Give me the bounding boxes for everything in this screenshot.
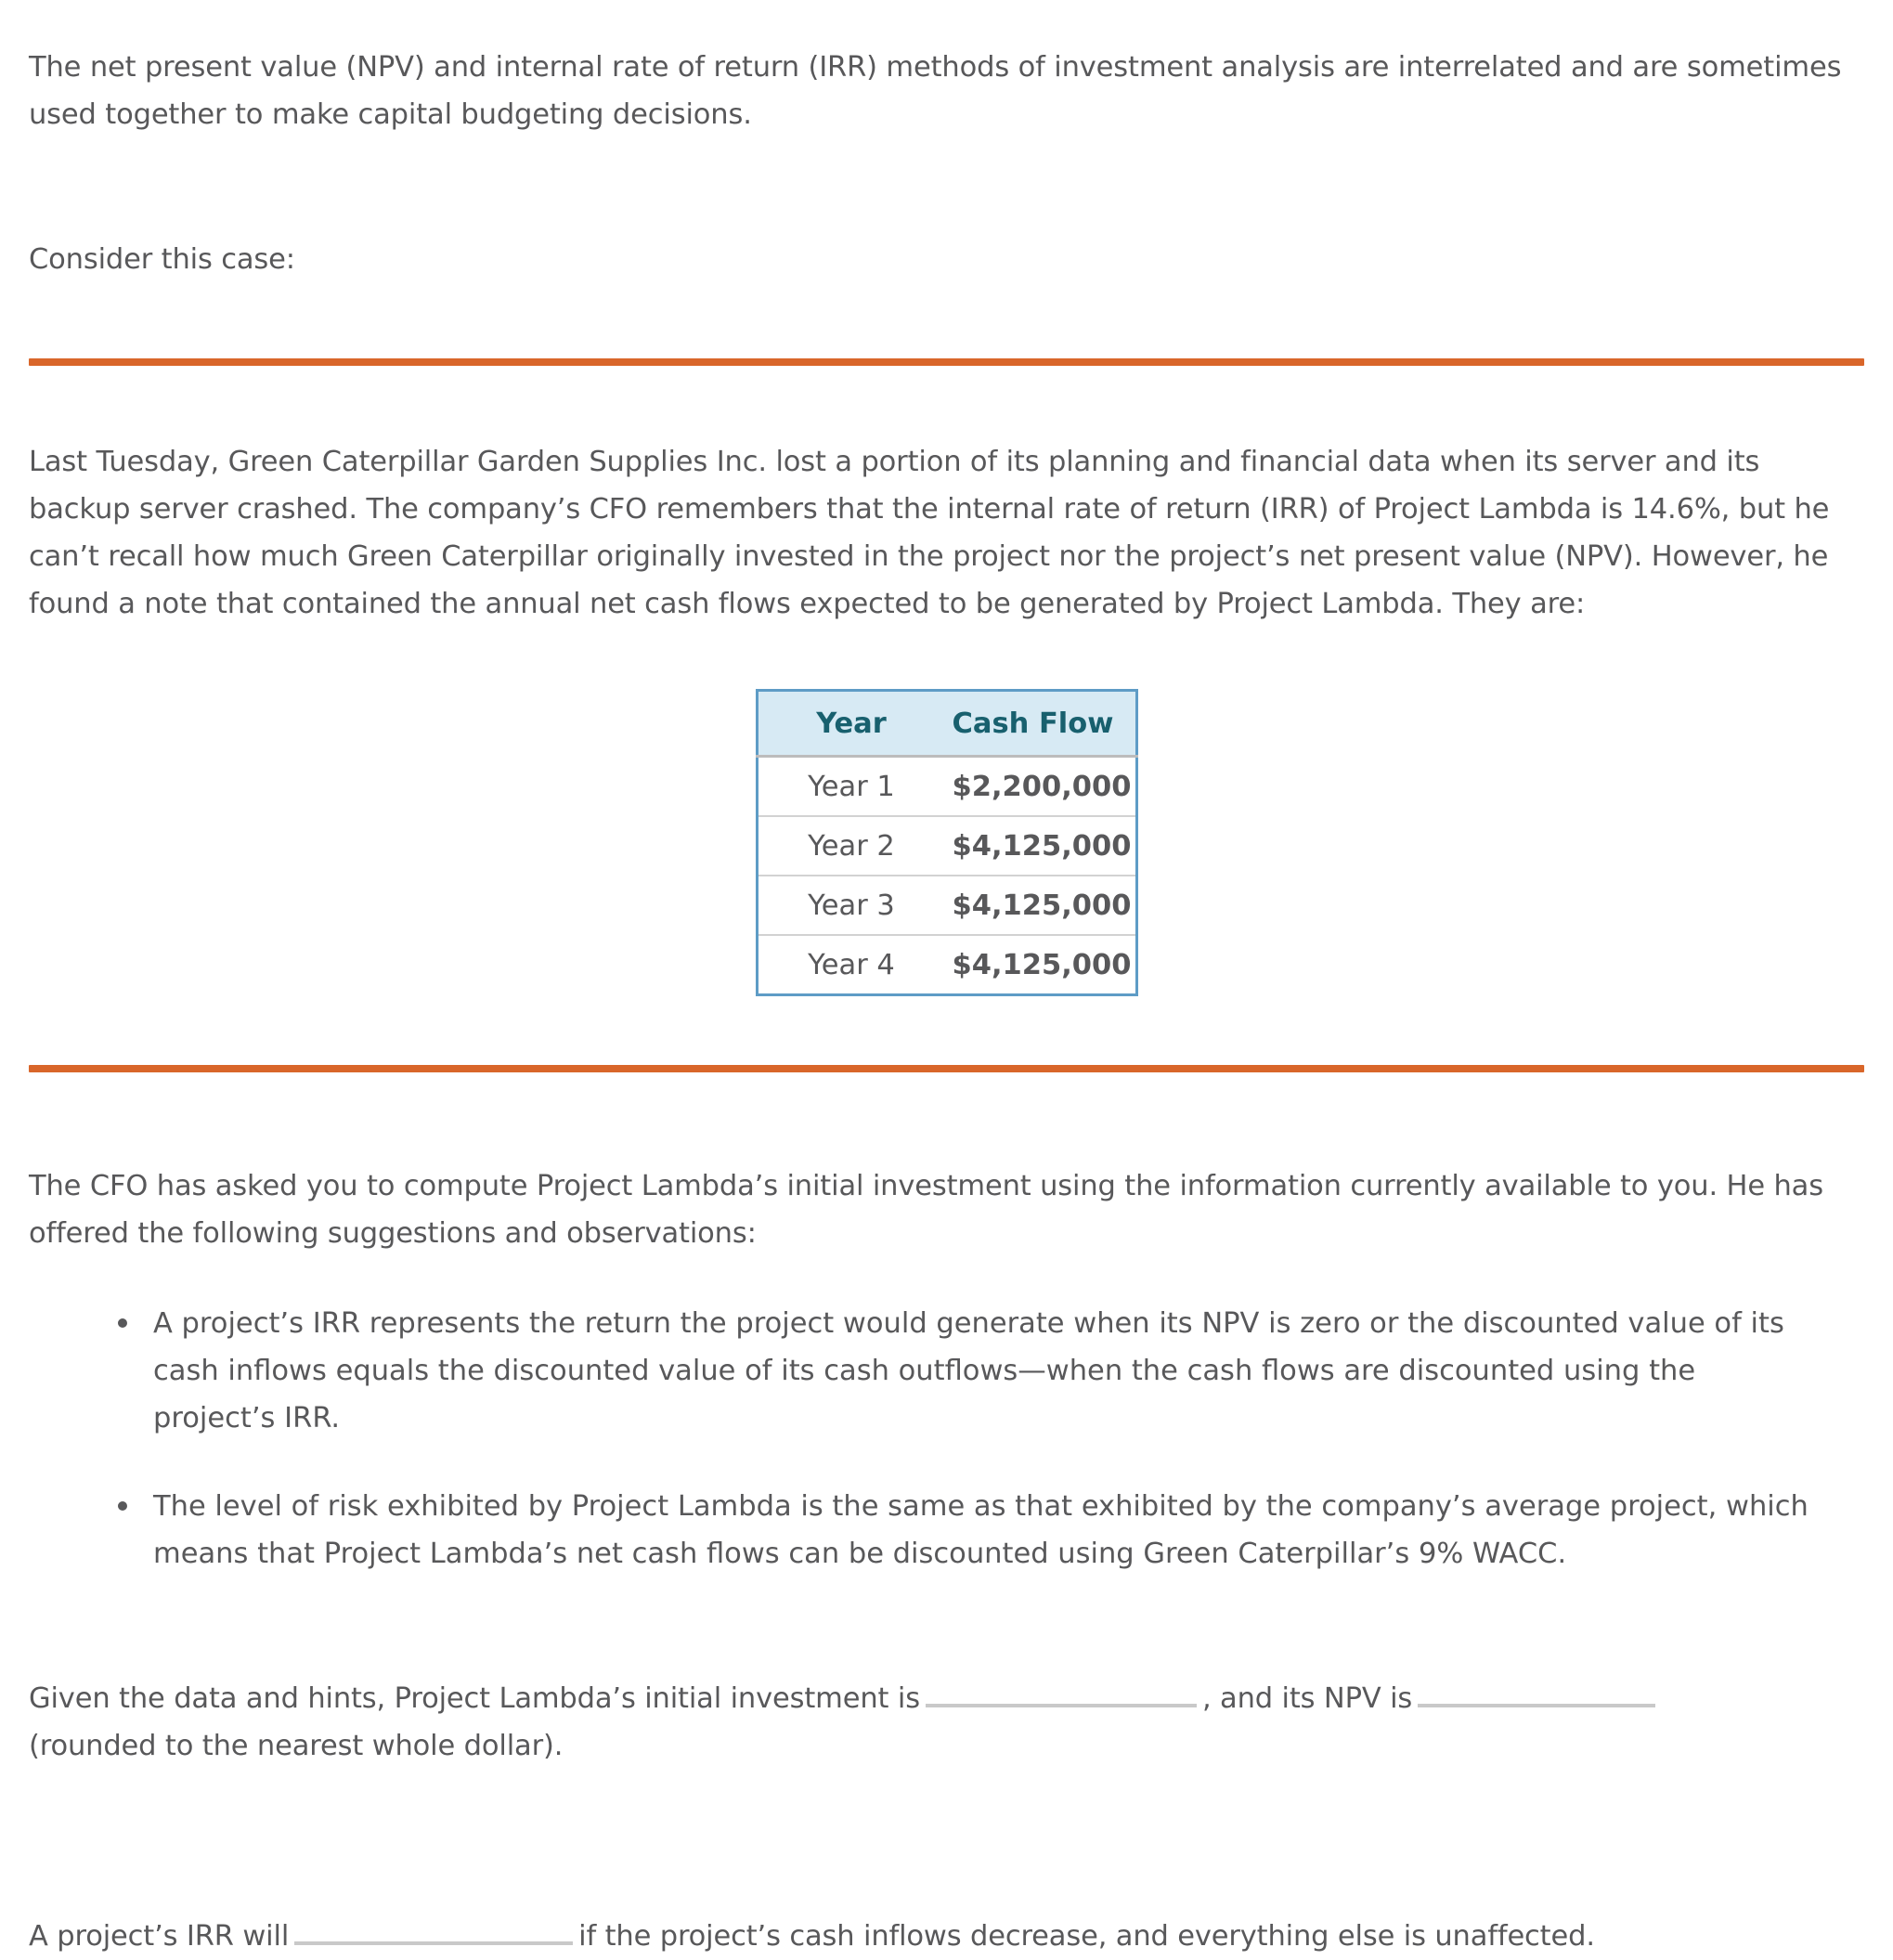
- answer-suffix-text: (rounded to the nearest whole dollar).: [29, 1730, 564, 1762]
- cash-flow-table-container: [29, 655, 1864, 996]
- answer-prefix-text: Given the data and hints, Project Lambda’s initial investment is: [29, 1682, 920, 1715]
- cell-year: Year 1: [757, 757, 938, 817]
- intro-paragraph: The net present value (NPV) and internal rate of return (IRR) methods of investment analysis are interrelated and are sometimes used together to make capital budgeting decisions.: [29, 50, 1842, 131]
- cell-cash-flow: $2,200,000: [938, 757, 1137, 817]
- answer-paragraph-initial-investment: [29, 1605, 1862, 1770]
- section-divider-bottom: [29, 1065, 1864, 1072]
- section-divider-top: [29, 358, 1864, 366]
- hint-text: The level of risk exhibited by Project Lambda is the same as that exhibited by the company’s average project, which means that Project Lambda’s net cash flows can be discounted using Green Caterpillar’s 9% WACC.: [153, 1489, 1809, 1570]
- blank-irr-direction[interactable]: [294, 1910, 573, 1945]
- document-page: [0, 29, 1893, 1953]
- answer-middle-text: , and its NPV is: [1201, 1682, 1413, 1715]
- blank-initial-investment[interactable]: [926, 1672, 1197, 1707]
- bullet-icon: [118, 1501, 127, 1511]
- table-row: [757, 876, 1136, 935]
- list-item: [29, 1483, 1815, 1577]
- hints-list: [29, 1300, 1864, 1577]
- list-item: [29, 1300, 1815, 1442]
- irr-prefix-text: A project’s IRR will: [29, 1919, 290, 1953]
- column-header-cash-flow: Cash Flow: [938, 691, 1137, 757]
- cell-year: Year 2: [757, 816, 938, 876]
- cell-cash-flow: $4,125,000: [952, 948, 1132, 981]
- cell-cash-flow: $4,125,000: [938, 816, 1137, 876]
- table-row: [757, 757, 1136, 817]
- cell-year: Year 4: [808, 948, 895, 981]
- irr-suffix-text: if the project’s cash inflows decrease, and everything else is unaffected.: [578, 1919, 1595, 1953]
- cash-flow-table-head: [757, 691, 1136, 757]
- cell-year: Year 3: [757, 876, 938, 935]
- consider-this-case-label: Consider this case:: [29, 243, 295, 276]
- cash-flow-table: [756, 689, 1138, 996]
- table-row: [757, 935, 1136, 995]
- hint-text: A project’s IRR represents the return the project would generate when its NPV is zero or the discounted value of its cash inflows equals the discounted value of its cash outflows—when the cash flows are discounted using the project’s IRR.: [153, 1306, 1784, 1434]
- cell-cash-flow: $4,125,000: [938, 876, 1137, 935]
- table-row: [757, 816, 1136, 876]
- answer-paragraph-irr-direction: [29, 1798, 1862, 1960]
- bullet-icon: [118, 1318, 127, 1328]
- table-header-row: [757, 691, 1136, 757]
- blank-npv[interactable]: [1418, 1672, 1655, 1707]
- column-header-year: Year: [757, 691, 938, 757]
- cash-flow-table-body: [757, 757, 1136, 995]
- case-description-paragraph: Last Tuesday, Green Caterpillar Garden Supplies Inc. lost a portion of its planning and financial data when its server and its backup server crashed. The company’s CFO remembers that the internal rate of return (IRR) of Project Lambda is 14.6%, but he can’t recall how much Green Caterpillar originally invested in the project nor the project’s net present value (NPV). However, he found a note that contained the annual net cash flows expected to be generated by Project Lambda. They are:: [29, 445, 1830, 620]
- cfo-instructions-paragraph: The CFO has asked you to compute Project Lambda’s initial investment using the information currently available to you. He has offered the following suggestions and observations:: [29, 1169, 1823, 1250]
